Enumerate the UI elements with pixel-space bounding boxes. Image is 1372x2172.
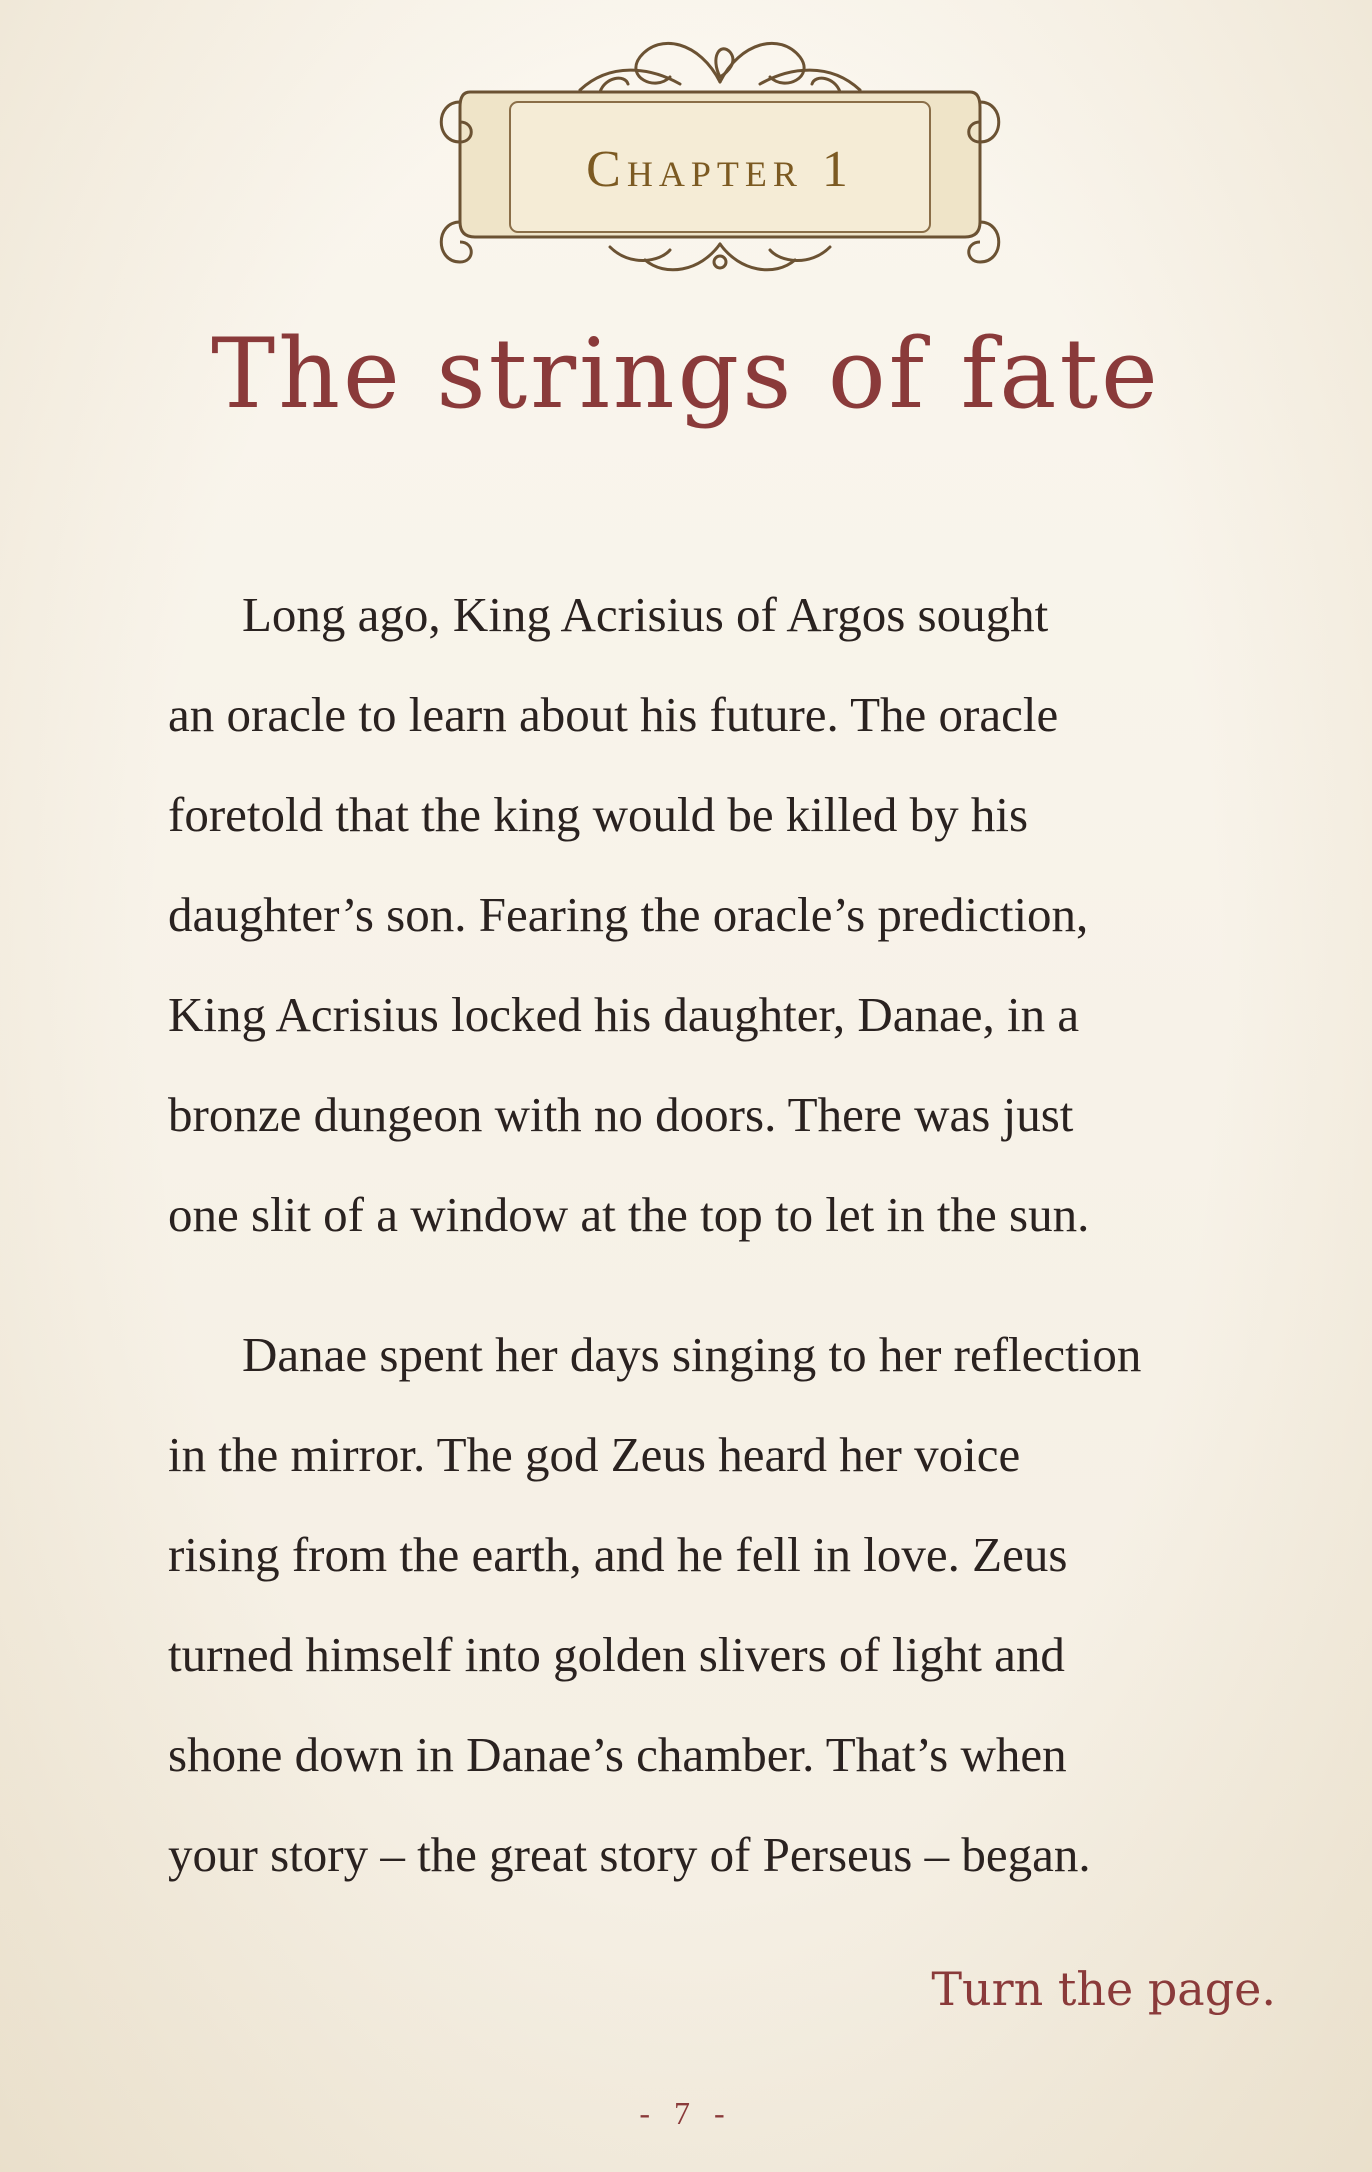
text-line: your story – the great story of Perseus – began. — [168, 1827, 1091, 1882]
text-line: an oracle to learn about his future. The oracle — [168, 687, 1059, 742]
text-line: in the mirror. The god Zeus heard her voice — [168, 1427, 1021, 1482]
chapter-number: Chapter 1 — [586, 141, 854, 198]
text-line: rising from the earth, and he fell in love. Zeus — [168, 1527, 1068, 1582]
text-line: Danae spent her days singing to her reflection — [242, 1327, 1142, 1382]
chapter-title: The strings of fate — [211, 318, 1161, 430]
text-line: turned himself into golden slivers of light and — [168, 1627, 1065, 1682]
text-line: foretold that the king would be killed by his — [168, 787, 1029, 842]
chapter-banner — [430, 22, 1010, 287]
text-line: one slit of a window at the top to let in the sun. — [168, 1187, 1090, 1242]
text-line: shone down in Danae’s chamber. That’s when — [168, 1727, 1067, 1782]
page-number: - 7 - — [639, 2095, 733, 2131]
turn-page-prompt[interactable]: Turn the page. — [931, 1962, 1276, 2016]
text-line: bronze dungeon with no doors. There was just — [168, 1087, 1074, 1142]
paragraph-2 — [168, 1305, 1268, 1905]
text-line: Long ago, King Acrisius of Argos sought — [242, 587, 1049, 642]
text-line: daughter’s son. Fearing the oracle’s prediction, — [168, 887, 1089, 942]
text-line: King Acrisius locked his daughter, Danae, in a — [168, 987, 1080, 1042]
paragraph-1 — [168, 565, 1268, 1265]
